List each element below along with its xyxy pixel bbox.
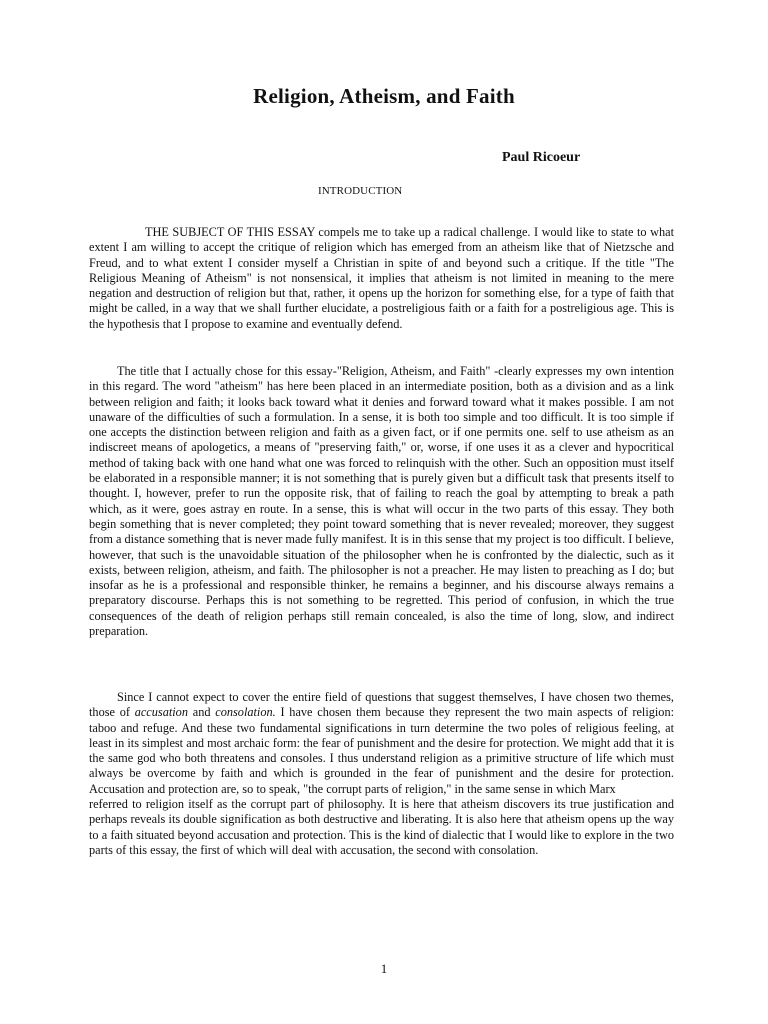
paragraph-3-text-b: and <box>192 705 211 720</box>
paragraph-3-text-a: Since I cannot expect to cover the entire field of questions that suggest themselves, I have chosen two themes, those of <box>89 690 674 720</box>
emphasis-consolation: consolation. <box>215 705 276 720</box>
paragraph-1: THE SUBJECT OF THIS ESSAY compels me to take up a radical challenge. I would like to state to what extent I am willing to accept the critique of religion which has emerged from an atheism like that of Nietzsche and Freud, and to what extent I consider myself a Christian in spite of and beyond such a critique. If the title "The Religious Meaning of Atheism" is not nonsensical, it implies that atheism is not limited in meaning to the mere negation and destruction of religion but that, rather, it opens up the horizon for something else, for a type of faith that might be called, in a way that we shall further elucidate, a postreligious faith or a faith for a postreligious age. This is the hypothesis that I propose to examine and eventually defend. <box>89 225 674 331</box>
page-number: 1 <box>380 961 388 976</box>
paragraph-3-text-c: I have chosen them because they represent the two main aspects of religion: taboo and refuge. And these two fundamental significations in turn determine the two poles of religious feeling, at least in its simplest and most archaic form: the fear of punishment and the desire for protection. We might add that it is the same god who both threatens and consoles. I thus understand religion as a primitive structure of life which must always be overcome by faith and which is grounded in the fear of punishment and the desire for protection. Accusation and protection are, so to speak, "the corrupt parts of religion," in the same sense in which Marx <box>89 705 675 796</box>
paragraph-2: The title that I actually chose for this essay-"Religion, Atheism, and Faith" -clearly expresses my own intention in this regard. The word "atheism" has here been placed in an intermediate position, both as a division and as a link between religion and faith; it looks back toward what it denies and forward toward what it makes possible. I am not unaware of the difficulties of such a formulation. In a sense, it is both too simple and too difficult. It is too simple if one accepts the distinction between religion and faith as a given fact, or if one permits one. self to use atheism as an indiscreet means of apologetics, a means of "preserving faith," or, worse, if one uses it as a clever and hypocritical method of taking back with one hand what one was forced to relinquish with the other. Such an opposition must itself be elaborated in a responsible manner; it is not something that is purely given but a difficult task that presents itself to thought. I, however, prefer to run the opposite risk, that of failing to reach the goal by attempting to break a path which, as it were, goes astray en route. In a sense, this is what will occur in the two parts of this essay. They both begin something that is never completed; they point toward something that is never revealed; moreover, they suggest from a distance something that is never made fully manifest. It is in this sense that my project is too difficult. I believe, however, that such is the unavoidable situation of the philosopher when he is confronted by the dialectic, such as it exists, between religion, atheism, and faith. The philosopher is not a preacher. He may listen to preaching as I do; but insofar as he is a professional and responsible thinker, he remains a beginner, and his discourse always remains a preparatory discourse. Perhaps this is not something to be regretted. This period of confusion, in which the true consequences of the death of religion perhaps still remain concealed, is also the time of long, slow, and indirect preparation. <box>89 364 674 639</box>
document-title: Religion, Atheism, and Faith <box>253 84 515 108</box>
paragraph-3-text-d: referred to religion itself as the corrupt part of philosophy. It is here that atheism discovers its true justification and perhaps reveals its double signification as both destructive and liberating. It is also here that atheism opens up the way to a faith situated beyond accusation and protection. This is the kind of dialectic that I would like to explore in the two parts of this essay, the first of which will deal with accusation, the second with consolation. <box>89 797 674 857</box>
section-heading: INTRODUCTION <box>318 185 403 197</box>
paragraph-3 <box>89 690 674 858</box>
emphasis-accusation: accusation <box>134 705 188 720</box>
author-name: Paul Ricoeur <box>502 150 581 165</box>
